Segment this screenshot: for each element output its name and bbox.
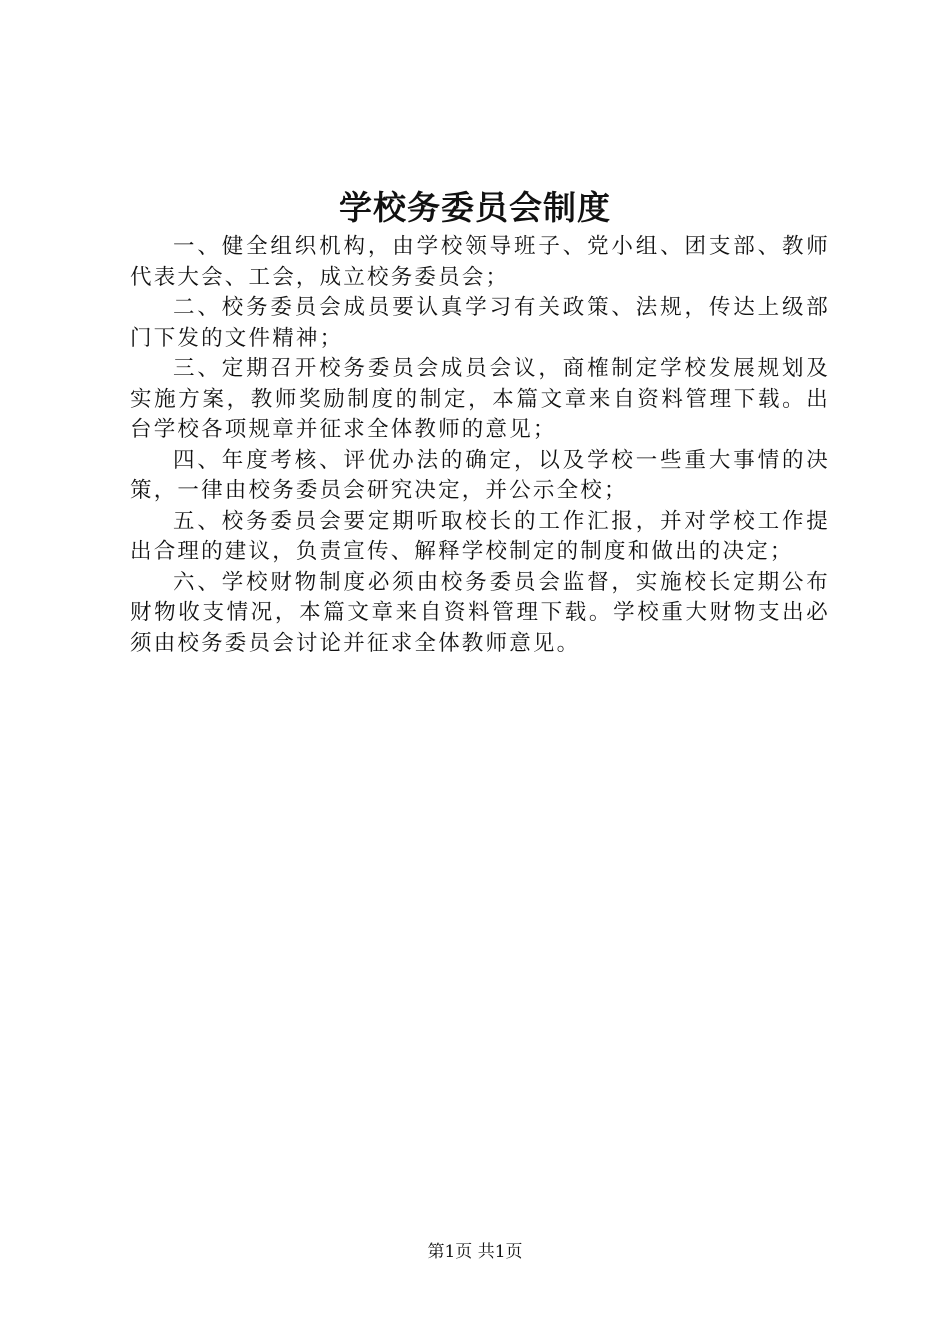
- page-footer: 第1页 共1页: [427, 1242, 523, 1262]
- paragraph-2: 二、校务委员会成员要认真学习有关政策、法规，传达上级部门下发的文件精神；: [130, 295, 830, 351]
- document-title: 学校务委员会制度: [339, 188, 611, 227]
- paragraph-6: 六、学校财物制度必须由校务委员会监督，实施校长定期公布财物收支情况，本篇文章来自资料管理下载。学校重大财物支出必须由校务委员会讨论并征求全体教师意见。: [130, 569, 830, 656]
- paragraph-3: 三、定期召开校务委员会成员会议，商榷制定学校发展规划及实施方案，教师奖励制度的制定，本篇文章来自资料管理下载。出台学校各项规章并征求全体教师的意见；: [130, 356, 830, 442]
- paragraph-1: 一、健全组织机构，由学校领导班子、党小组、团支部、教师代表大会、工会，成立校务委员会；: [130, 234, 830, 290]
- document-body: [130, 232, 830, 659]
- paragraph-4: 四、年度考核、评优办法的确定，以及学校一些重大事情的决策，一律由校务委员会研究决定，并公示全校；: [130, 447, 830, 503]
- paragraph-5: 五、校务委员会要定期听取校长的工作汇报，并对学校工作提出合理的建议，负责宣传、解释学校制定的制度和做出的决定；: [130, 508, 830, 564]
